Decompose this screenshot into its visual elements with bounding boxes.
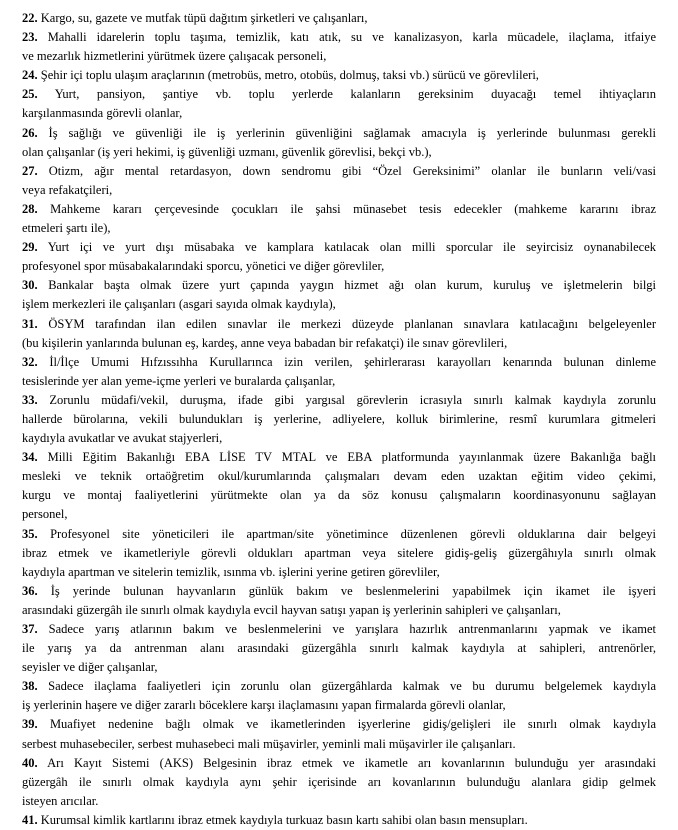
list-item-number: 28. bbox=[22, 201, 38, 216]
list-item-line bbox=[22, 124, 656, 143]
list-item-number: 23. bbox=[22, 30, 38, 45]
list-item-number: 37. bbox=[22, 622, 38, 636]
list-item-text: Bankalar başta olmak üzere yurt çapında yaygın hizmet ağı olan kurum, kuruluş ve işletmelerin bilgi bbox=[48, 278, 657, 293]
list-item-text: iş yerlerinin haşere ve diğer zararlı böceklere karşı ilaçlamasını yapan firmalarda görevli olanlar, bbox=[22, 698, 506, 713]
list-item bbox=[22, 66, 656, 85]
list-item-line bbox=[22, 353, 656, 372]
list-item bbox=[22, 582, 656, 620]
list-item-number: 36. bbox=[22, 583, 38, 598]
list-item-line bbox=[22, 162, 656, 181]
list-item-text: personel, bbox=[22, 507, 68, 522]
list-item-line bbox=[22, 792, 656, 811]
list-item-number: 39. bbox=[22, 717, 38, 732]
list-item-line bbox=[22, 181, 656, 200]
list-item-text: isteyen arıcılar. bbox=[22, 793, 99, 808]
list-item-line bbox=[22, 544, 656, 563]
list-item bbox=[22, 754, 656, 811]
list-item-line bbox=[22, 505, 656, 524]
list-item-text: hallerde bürolarına, vekili bulundukları iş yerlerine, adliyelere, kolluk birimlerine, resmî kurumlara gitmeleri bbox=[22, 411, 656, 426]
list-item-text: etmeleri şartı ile), bbox=[22, 221, 111, 236]
list-item-line bbox=[22, 448, 656, 467]
list-item-line bbox=[22, 582, 656, 601]
list-item-text: Otizm, ağır mental retardasyon, down sendromu gibi “Özel Gereksinimi” olanlar ile bunların veli/vasi bbox=[48, 163, 657, 178]
list-item bbox=[22, 85, 656, 123]
list-item-line bbox=[22, 9, 656, 28]
list-item-text: ÖSYM tarafından ilan edilen sınavlar ile merkezi düzeyde planlanan sınavlara katılacağını belgeleyenler bbox=[48, 316, 656, 331]
list-item-text: Mahalli idarelerin toplu taşıma, temizlik, katı atık, su ve kanalizasyon, karla mücadele, ilaçlama, itfaiye bbox=[47, 30, 657, 45]
list-item-text: Yurt, pansiyon, şantiye vb. toplu yerlerde kalanların gereksinim duyacağı temel ihtiyaçların bbox=[54, 87, 656, 102]
list-item-line bbox=[22, 715, 656, 734]
list-item-number: 33. bbox=[22, 392, 38, 407]
list-item-line bbox=[22, 66, 656, 85]
list-item-number: 38. bbox=[22, 679, 38, 694]
list-item-line bbox=[22, 143, 656, 162]
list-item-line bbox=[22, 372, 656, 391]
list-item-line bbox=[22, 811, 656, 830]
list-item-text: ibraz etmek ve ikametleriyle görevli oldukları apartman veya sitelere gidiş-geliş güzergâhıyla sınırlı olmak bbox=[22, 545, 656, 560]
list-item-line bbox=[22, 28, 656, 47]
list-item bbox=[22, 715, 656, 753]
list-item-text: seyisler ve diğer çalışanlar, bbox=[22, 660, 158, 675]
list-item-text: veya refakatçileri, bbox=[22, 182, 113, 197]
list-item-text: arasındaki güzergâh ile sınırlı olmak kaydıyla evcil hayvan satışı yapan iş yerlerinin sahipleri ve çalışanları, bbox=[22, 602, 561, 617]
list-item-line bbox=[22, 47, 656, 66]
list-item bbox=[22, 315, 656, 353]
list-item bbox=[22, 9, 656, 28]
list-item-text: işlem merkezleri ile çalışanları (asgari sayıda olmak kaydıyla), bbox=[22, 297, 336, 312]
list-item-text: kaydıyla avukatlar ve avukat stajyerleri, bbox=[22, 431, 223, 446]
list-item-text: kurgu ve montaj faaliyetlerini yürütmekte olan ya da söz konusu çalışmaların koordinasyonunu sağlayan bbox=[22, 488, 656, 503]
list-item-line bbox=[22, 525, 656, 544]
list-item bbox=[22, 124, 656, 162]
list-item-text: kaydıyla apartman ve sitelerin temizlik, ısınma vb. işlerini yerine getiren görevliler, bbox=[22, 564, 440, 579]
list-item-number: 22. bbox=[22, 11, 38, 25]
list-item-number: 41. bbox=[22, 812, 38, 827]
list-item-line bbox=[22, 735, 656, 754]
list-item-line bbox=[22, 639, 656, 658]
list-item-line bbox=[22, 467, 656, 486]
list-item-text: Kurumsal kimlik kartlarını ibraz etmek kaydıyla turkuaz basın kartı sahibi olan basın mensupları. bbox=[40, 812, 528, 827]
list-item-number: 34. bbox=[22, 450, 38, 465]
list-item-text: Arı Kayıt Sistemi (AKS) Belgesinin ibraz etmek ve ikametle arı kovanlarının bulunduğu yer arasındaki bbox=[47, 755, 656, 770]
list-item-text: Şehir içi toplu ulaşım araçlarının (metrobüs, metro, otobüs, dolmuş, taksi vb.) sürücü ve görevlileri, bbox=[40, 68, 539, 83]
list-item-line bbox=[22, 658, 656, 677]
list-item-text: profesyonel spor müsabakalarındaki sporcu, yönetici ve diğer görevliler, bbox=[22, 259, 385, 274]
list-item-text: güzergâh ile sınırlı olmak kaydıyla aynı şehir içerisinde arı kovanlarının bulunduğu alanlara gidip gelmek bbox=[22, 774, 656, 789]
list-item-text: serbest muhasebeciler, serbest muhasebeci mali müşavirler, yeminli mali müşavirler ile çalışanları. bbox=[22, 736, 516, 751]
list-item-text: olan çalışanlar (iş yeri hekimi, iş güvenliği uzmanı, güvenlik görevlisi, bekçi vb.), bbox=[22, 144, 432, 159]
list-item-line bbox=[22, 410, 656, 429]
list-item-number: 24. bbox=[22, 68, 38, 83]
list-item bbox=[22, 200, 656, 238]
list-item-line bbox=[22, 486, 656, 505]
list-item-text: mesleki ve teknik ortaöğretim okul/kurumlarında çalışmaları devam eden uzaktan eğitim video çekimi, bbox=[22, 469, 656, 484]
list-item-text: Sadece ilaçlama faaliyetleri için zorunlu olan güzergâhlarda kalmak ve bu durumu belgelemek kaydıyla bbox=[48, 679, 656, 694]
list-item-number: 25. bbox=[22, 87, 38, 102]
list-item bbox=[22, 162, 656, 200]
list-item-line bbox=[22, 104, 656, 123]
list-item bbox=[22, 677, 656, 715]
list-item-text: Mahkeme kararı çerçevesinde çocukları ile şahsi münasebet tesis edecekler (mahkeme kararını ibraz bbox=[50, 201, 656, 216]
list-item-line bbox=[22, 677, 656, 696]
list-item-line bbox=[22, 315, 656, 334]
list-item-line bbox=[22, 429, 656, 448]
list-item-text: ve mezarlık hizmetlerini yürütmek üzere çalışacak personeli, bbox=[22, 49, 327, 64]
list-item-text: (bu kişilerin yanlarında bulunan eş, kardeş, anne veya babadan bir refakatçi) ile sınav görevlileri, bbox=[22, 335, 508, 350]
list-item-number: 31. bbox=[22, 316, 38, 331]
list-item-text: Zorunlu müdafi/vekil, duruşma, ifade gibi yargısal görevlerin icrasıyla sınırlı kalmak kaydıyla zorunlu bbox=[49, 392, 657, 407]
list-item-text: ile yarış ya da antrenman alanı arasındaki güzergâhla sınırlı kalmak kaydıyla at sahipleri, antrenörler, bbox=[22, 641, 656, 656]
list-item-line bbox=[22, 295, 656, 314]
list-item-text: Muafiyet nedenine bağlı olmak ve ikametlerinden işyerlerine gidiş/gelişleri ile sınırlı olmak kaydıyla bbox=[49, 717, 656, 732]
list-item bbox=[22, 391, 656, 448]
list-item-line bbox=[22, 620, 656, 639]
list-item bbox=[22, 238, 656, 276]
list-item-text: Milli Eğitim Bakanlığı EBA LİSE TV MTAL ve EBA platformunda yayınlanmak üzere Bakanlığa bağlı bbox=[47, 450, 657, 465]
list-item bbox=[22, 353, 656, 391]
list-item-line bbox=[22, 754, 656, 773]
list-item-text: Sadece yarış atlarının bakım ve beslenmelerini ve yarışlara hazırlık antrenmanlarını yapmak ve ikamet bbox=[48, 622, 656, 636]
list-item-number: 27. bbox=[22, 163, 38, 178]
list-item-number: 30. bbox=[22, 278, 38, 293]
list-item-line bbox=[22, 773, 656, 792]
list-item-line bbox=[22, 563, 656, 582]
list-item-text: İş sağlığı ve güvenliği ile iş yerlerinin güvenliğini sağlamak amacıyla iş yerlerinde bulunması gerekli bbox=[48, 125, 657, 140]
list-item-line bbox=[22, 219, 656, 238]
list-item-text: tesislerinde yer alan yeme-içme yerleri ve buralarda çalışanlar, bbox=[22, 373, 336, 388]
list-item-line bbox=[22, 334, 656, 353]
list-item-text: Yurt içi ve yurt dışı müsabaka ve kamplara katılacak olan milli sporcular ile seyircisiz oynanabilecek bbox=[47, 240, 656, 255]
list-item bbox=[22, 525, 656, 582]
list-item bbox=[22, 28, 656, 66]
list-item-line bbox=[22, 238, 656, 257]
list-item-line bbox=[22, 391, 656, 410]
list-item-text: İş yerinde bulunan hayvanların günlük bakım ve beslenmelerini yapabilmek için ikamet ile işyeri bbox=[50, 583, 657, 598]
list-item-line bbox=[22, 257, 656, 276]
list-item bbox=[22, 448, 656, 524]
list-item bbox=[22, 276, 656, 314]
list-item-number: 40. bbox=[22, 755, 38, 770]
list-item-line bbox=[22, 85, 656, 104]
list-item bbox=[22, 620, 656, 677]
list-item-line bbox=[22, 601, 656, 620]
document-page bbox=[22, 9, 656, 830]
list-item-line bbox=[22, 200, 656, 219]
list-item-line bbox=[22, 696, 656, 715]
list-item-text: Profesyonel site yöneticileri ile apartman/site yönetimince düzenlenen görevli olduklarına dair belgeyi bbox=[50, 526, 656, 541]
list-item-line bbox=[22, 276, 656, 295]
list-item-text: karşılanmasında görevli olanlar, bbox=[22, 106, 183, 121]
list-item-text: Kargo, su, gazete ve mutfak tüpü dağıtım şirketleri ve çalışanları, bbox=[40, 11, 368, 25]
list-item-number: 29. bbox=[22, 240, 38, 255]
list-item-number: 26. bbox=[22, 125, 38, 140]
list-item-text: İl/İlçe Umumi Hıfzıssıhha Kurullarınca izin verilen, şehirlerarası karayolları kenarında bulunan dinleme bbox=[49, 354, 656, 369]
list-item-number: 35. bbox=[22, 526, 38, 541]
list-item bbox=[22, 811, 656, 830]
list-item-number: 32. bbox=[22, 354, 38, 369]
